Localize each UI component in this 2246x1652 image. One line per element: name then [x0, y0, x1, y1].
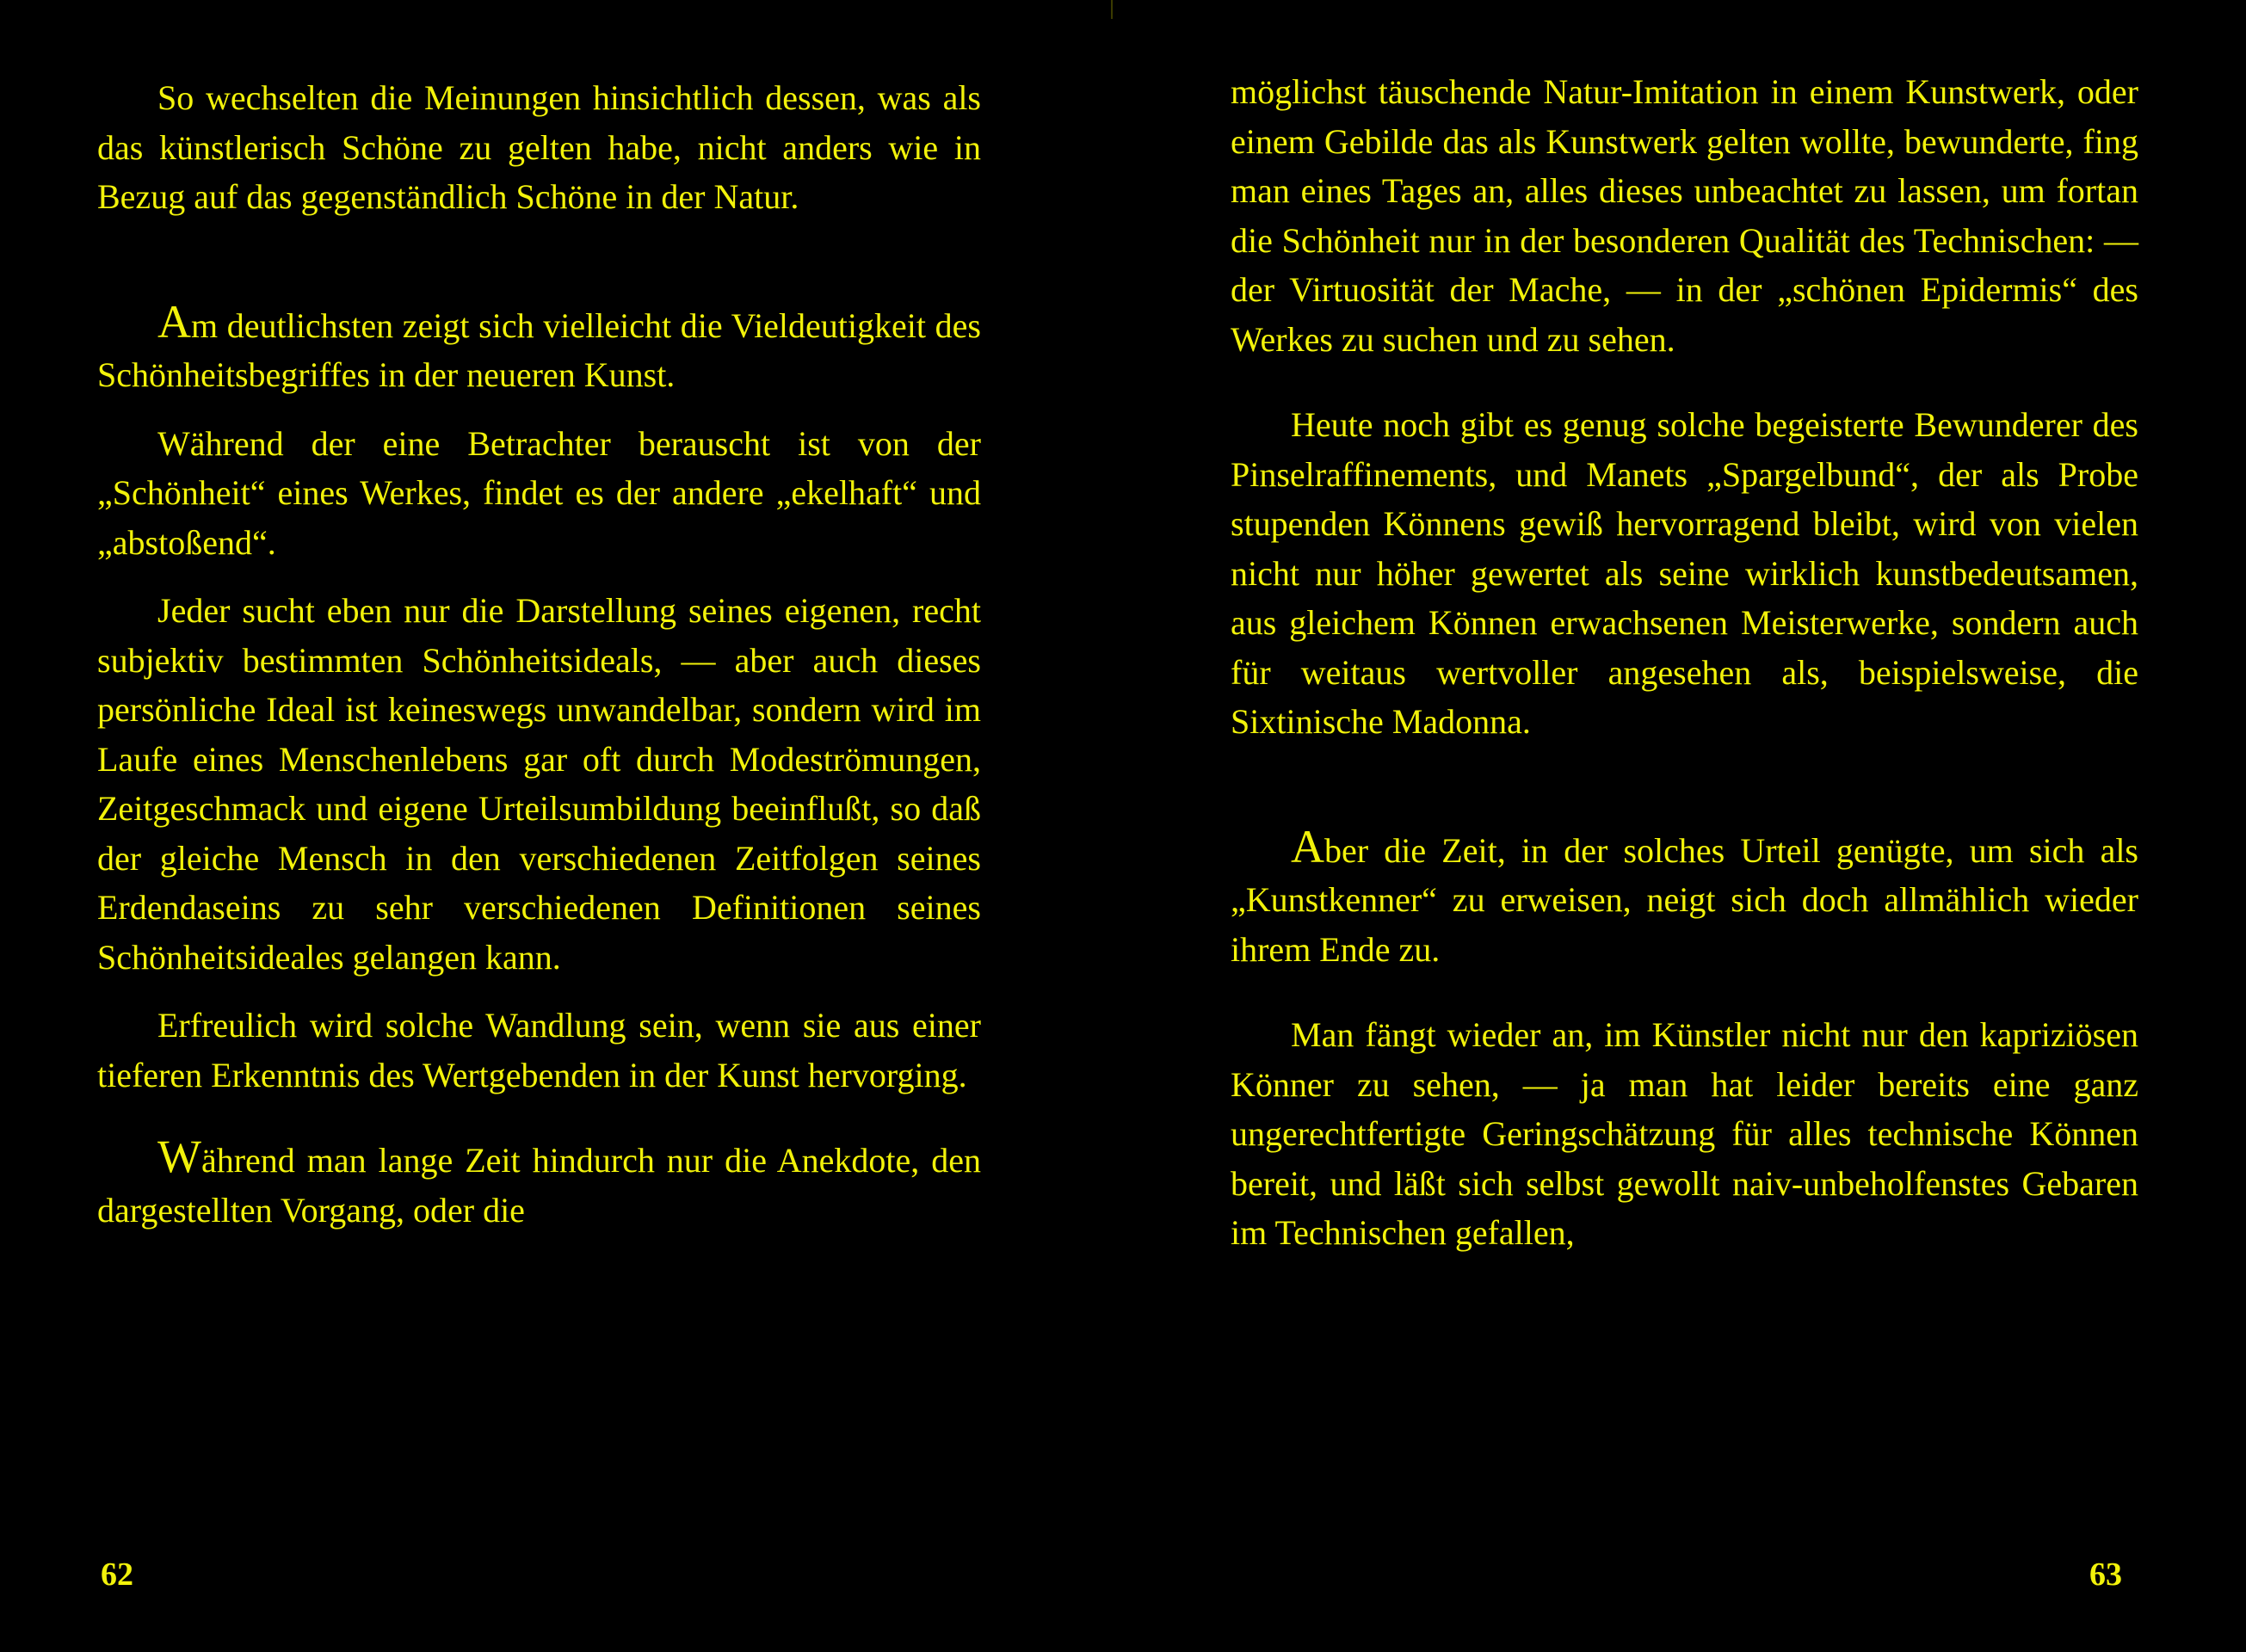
left-page-text [97, 73, 981, 1235]
left-paragraph-2: Am deutlichsten zeigt sich vielleicht die Vieldeutigkeit des Schönheitsbegriffes in der neueren Kunst. [97, 295, 981, 394]
initial-letter: A [157, 295, 191, 348]
page-number-left: 62 [101, 1556, 133, 1593]
left-paragraph-6: Während man lange Zeit hindurch nur die Anekdote, den dargestellten Vorgang, oder die [97, 1131, 981, 1230]
right-paragraph-1: möglichst täuschende Natur-Imitation in einem Kunstwerk, oder einem Gebilde das als Kunstwerk gelten wollte, bewunderte, fing man eines Tages an, alles dieses unbeachtet zu lassen, um fortan die Schönheit nur in der besonderen Qualität des Technischen: — der Virtuosität der Mache, — in der „schönen Epidermis“ des Werkes zu suchen und zu sehen. [1231, 72, 2138, 359]
right-paragraph-4: Man fängt wieder an, im Künstler nicht nur den kapriziösen Könner zu sehen, — ja man hat leider bereits eine ganz ungerechtfertigte Geringschätzung für alles technische Können bereit, und läßt sich selbst gewollt naiv-unbeholfenstes Gebaren im Technischen gefallen, [1231, 1015, 2138, 1252]
right-paragraph-2: Heute noch gibt es genug solche begeisterte Bewunderer des Pinselraffinements, und Manets „Spargelbund“, der als Probe stupenden Könnens gewiß hervorragend bleibt, wird von vielen nicht nur höher gewertet als seine wirklich kunstbedeutsamen, aus gleichem Können erwachsenen Meisterwerke, sondern auch für weitaus wertvoller angesehen als, beispielsweise, die Sixtinische Madonna. [1231, 405, 2138, 741]
left-paragraph-3: Während der eine Betrachter berauscht ist von der „Schönheit“ eines Werkes, findet es der andere „ekelhaft“ und „abstoßend“. [97, 423, 981, 562]
initial-letter: W [157, 1131, 201, 1182]
left-paragraph-1: So wechselten die Meinungen hinsichtlich dessen, was als das künstlerisch Schöne zu gelten habe, nicht anders wie in Bezug auf das gegenständlich Schöne in der Natur. [97, 78, 981, 216]
left-paragraph-5: Erfreulich wird solche Wandlung sein, wenn sie aus einer tieferen Erkenntnis des Wertgebenden in der Kunst hervorging. [97, 1006, 981, 1094]
right-page [1119, 0, 2246, 1652]
right-paragraph-3: Aber die Zeit, in der solches Urteil genügte, um sich als „Kunstkenner“ zu erweisen, neigt sich doch allmählich wieder ihrem Ende zu. [1231, 820, 2138, 969]
left-page [0, 0, 1119, 1652]
initial-letter: A [1291, 820, 1324, 872]
page-number-right: 63 [2089, 1556, 2122, 1593]
left-paragraph-4: Jeder sucht eben nur die Darstellung seines eigenen, recht subjektiv bestimmten Schönheitsideals, — aber auch dieses persönliche Ideal ist keineswegs unwandelbar, sondern wird im Laufe eines Menschenlebens gar oft durch Modeströmungen, Zeitgeschmack und eigene Urteilsumbildung beeinflußt, so daß der gleiche Mensch in den verschiedenen Zeitfolgen seines Erdendaseins zu sehr verschiedenen Definitionen seines Schönheitsideales gelangen kann. [97, 591, 981, 977]
right-page-text [1231, 67, 2138, 1258]
